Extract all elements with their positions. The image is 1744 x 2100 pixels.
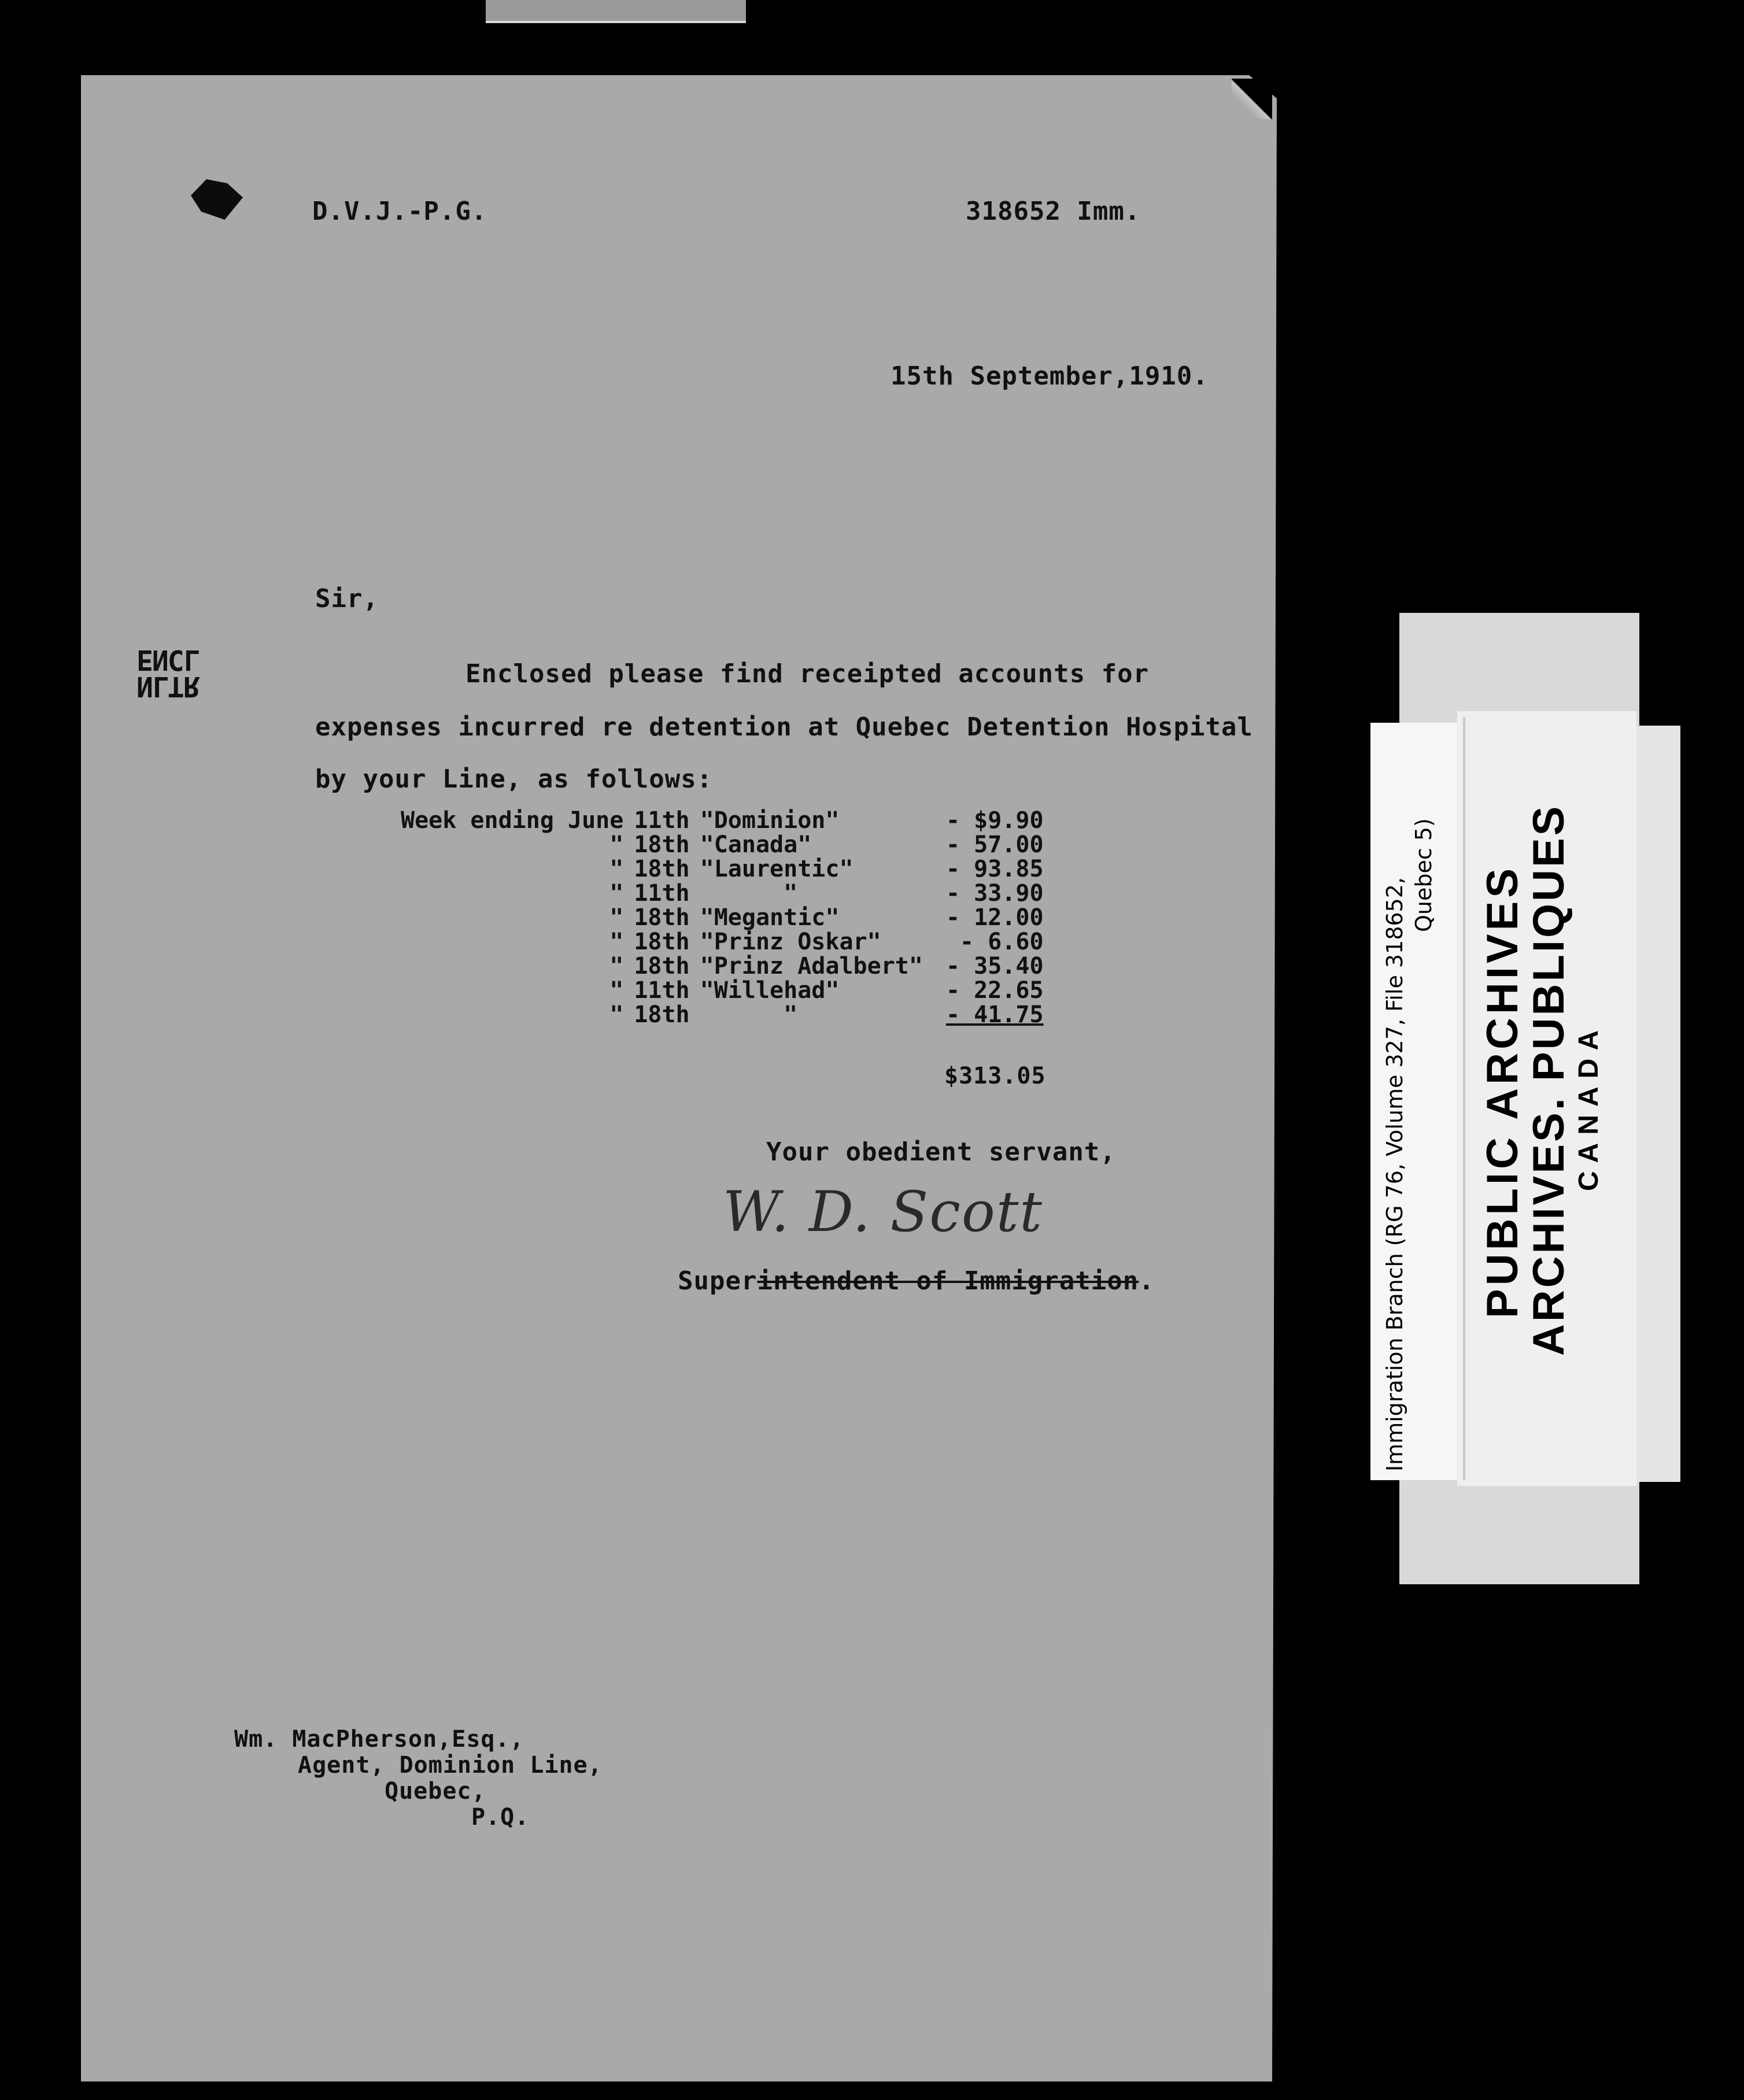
ledger-day: 18th bbox=[634, 1001, 690, 1028]
ledger-label: " bbox=[609, 953, 624, 979]
ledger-day: 11th bbox=[634, 977, 690, 1004]
ledger-row bbox=[390, 833, 1044, 857]
ledger-day: 18th bbox=[634, 904, 690, 931]
ledger-day: 18th bbox=[634, 953, 690, 979]
ledger-ship: "Prinz Adalbert" bbox=[700, 953, 923, 979]
ledger-amount: - 93.85 bbox=[945, 856, 1044, 882]
archive-caption-line-2: Quebec 5) bbox=[1411, 818, 1436, 932]
ledger-ship: "Laurentic" bbox=[700, 856, 853, 882]
ledger-label: " bbox=[609, 831, 624, 858]
ledger-ship: "Willehad" bbox=[700, 977, 840, 1004]
ledger-day: 11th bbox=[634, 807, 690, 834]
ledger-amount: - 57.00 bbox=[945, 831, 1044, 858]
ledger-amount: - 6.60 bbox=[960, 929, 1044, 955]
ledger-ship: "Megantic" bbox=[700, 904, 840, 931]
ledger-label: " bbox=[609, 1001, 624, 1028]
ledger-row bbox=[390, 905, 1044, 930]
ledger-label: " bbox=[609, 880, 624, 907]
ledger-label: " bbox=[609, 929, 624, 955]
canada-text: CANADA bbox=[1573, 1022, 1604, 1191]
sheet-corner-fold bbox=[1232, 79, 1272, 119]
ledger-day: 18th bbox=[634, 856, 690, 882]
addressee-city: Quebec, bbox=[385, 1778, 486, 1805]
title-suffix: . bbox=[1139, 1266, 1155, 1296]
reference-initials: D.V.J.-P.G. bbox=[312, 197, 487, 226]
ledger-day: 18th bbox=[634, 929, 690, 955]
file-reference-number: 318652 Imm. bbox=[966, 197, 1141, 226]
ledger-row bbox=[390, 857, 1044, 881]
ledger-amount: - $9.90 bbox=[945, 807, 1044, 834]
title-prefix: Super bbox=[678, 1266, 758, 1296]
closing-line: Your obedient servant, bbox=[766, 1137, 1116, 1167]
public-archives-text: PUBLIC ARCHIVES bbox=[1478, 865, 1527, 1318]
ledger-ship: " bbox=[700, 1001, 798, 1028]
ledger-row bbox=[390, 808, 1044, 833]
ledger-amount: - 12.00 bbox=[945, 904, 1044, 931]
ledger-amount: - 35.40 bbox=[945, 953, 1044, 979]
ledger-row bbox=[390, 978, 1044, 1003]
ledger-label: " bbox=[609, 856, 624, 882]
ledger-amount: - 41.75 bbox=[945, 1001, 1044, 1028]
body-line-2: expenses incurred re detention at Quebec Detention Hospital bbox=[315, 712, 1253, 742]
addressee-province: P.Q. bbox=[471, 1804, 530, 1831]
body-line-1: Enclosed please find receipted accounts for bbox=[465, 659, 1150, 689]
title-struck-text: intendent of Immigration bbox=[757, 1266, 1139, 1296]
ledger-day: 18th bbox=[634, 831, 690, 858]
ledger-amount: - 33.90 bbox=[945, 880, 1044, 907]
addressee-name: Wm. MacPherson,Esq., bbox=[234, 1726, 524, 1753]
handwritten-signature: W. D. Scott bbox=[723, 1180, 1043, 1244]
margin-stamp: NLTR ENCL bbox=[136, 644, 199, 703]
ledger-label: Week ending June bbox=[401, 807, 624, 834]
ledger-total: $313.05 bbox=[944, 1063, 1046, 1089]
ledger-ship: "Prinz Oskar" bbox=[700, 929, 881, 955]
ledger-row bbox=[390, 881, 1044, 905]
signatory-title bbox=[678, 1266, 1155, 1296]
ledger-day: 11th bbox=[634, 880, 690, 907]
archive-caption-line-1: Immigration Branch (RG 76, Volume 327, File 318652, bbox=[1382, 877, 1407, 1472]
letter-date: 15th September,1910. bbox=[891, 361, 1209, 391]
ledger-row bbox=[390, 1003, 1044, 1027]
salutation: Sir, bbox=[315, 584, 379, 613]
ledger-ship: "Dominion" bbox=[700, 807, 840, 834]
addressee-position: Agent, Dominion Line, bbox=[298, 1752, 603, 1779]
body-line-3: by your Line, as follows: bbox=[315, 764, 713, 794]
ledger-ship: " bbox=[700, 880, 798, 907]
ledger-ship: "Canada" bbox=[700, 831, 812, 858]
archives-publiques-text: ARCHIVES. PUBLIQUES bbox=[1524, 804, 1573, 1356]
top-paper-clip bbox=[486, 0, 746, 23]
label-divider bbox=[1463, 717, 1465, 1480]
ledger-row bbox=[390, 930, 1044, 954]
ledger-row bbox=[390, 954, 1044, 978]
expense-ledger bbox=[390, 808, 1044, 1027]
ledger-amount: - 22.65 bbox=[945, 977, 1044, 1004]
ledger-label: " bbox=[609, 904, 624, 931]
ledger-label: " bbox=[609, 977, 624, 1004]
